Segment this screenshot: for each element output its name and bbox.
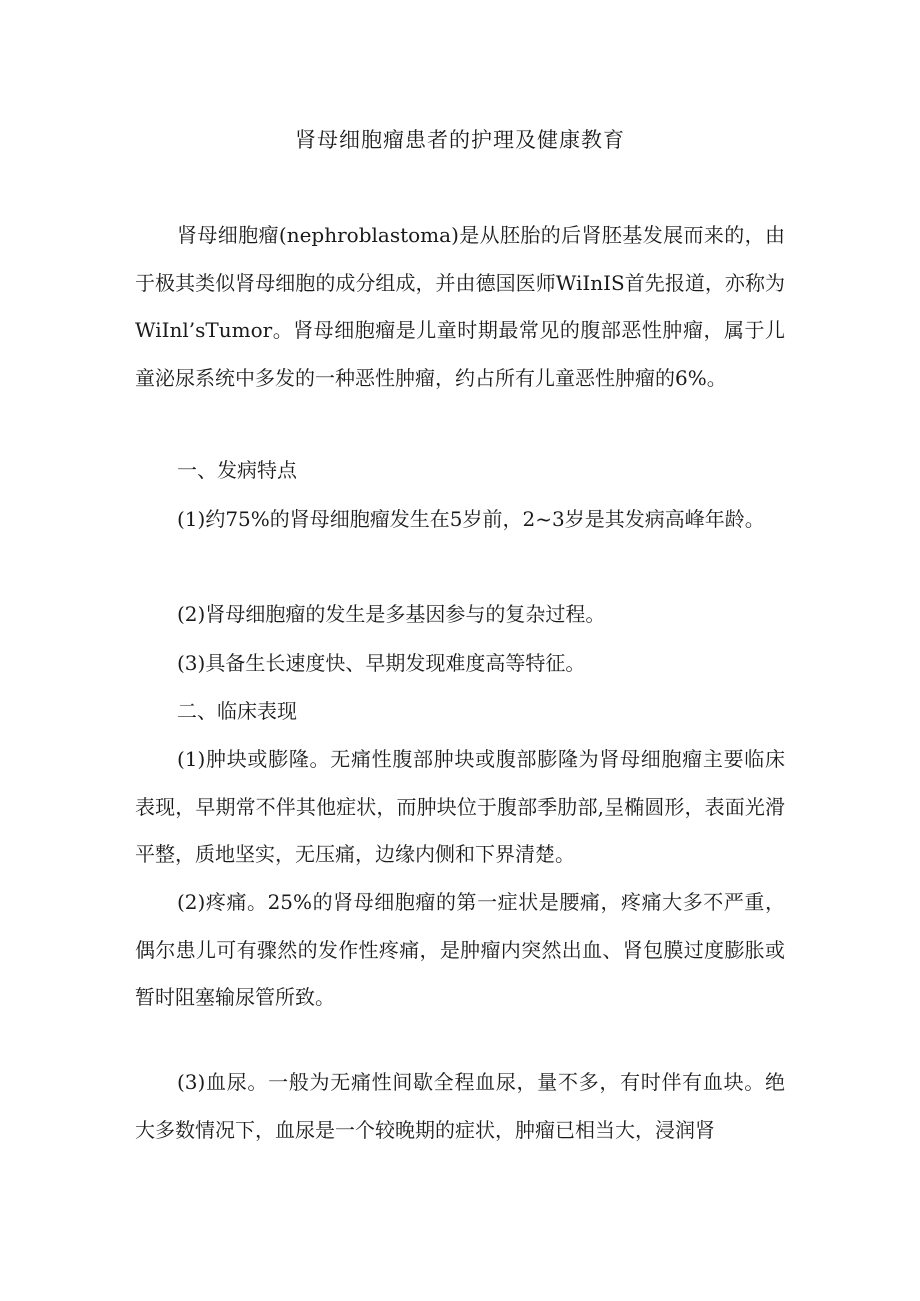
- onset-item-3: (3)具备生长速度快、早期发现难度高等特征。: [177, 651, 586, 675]
- intro-paragraph: 肾母细胞瘤(nephroblastoma)是从胚胎的后肾胚基发展而来的，由于极其类似肾母细胞的成分组成，并由德国医师WiInIS首先报道，亦称为WiInl’sTumor。肾母细胞瘤是儿童时期最常见的腹部恶性肿瘤，属于儿童泌尿系统中多发的一种恶性肿瘤，约占所有儿童恶性肿瘤的6%。: [135, 223, 785, 390]
- onset-item-2: (2)肾母细胞瘤的发生是多基因参与的复杂过程。: [177, 602, 606, 626]
- section-heading-onset: 一、发病特点: [177, 458, 297, 482]
- onset-item-1: (1)约75%的肾母细胞瘤发生在5岁前，2~3岁是其发病高峰年龄。: [177, 507, 765, 531]
- clinical-item-1: (1)肿块或膨隆。无痛性腹部肿块或腹部膨隆为肾母细胞瘤主要临床表现，早期常不伴其他症状，而肿块位于腹部季肋部,呈椭圆形，表面光滑平整，质地坚实，无压痛，边缘内侧和下界清楚。: [135, 747, 785, 866]
- clinical-item-3: (3)血尿。一般为无痛性间歇全程血尿，量不多，有时伴有血块。绝大多数情况下，血尿是一个较晚期的症状，肿瘤已相当大，浸润肾: [135, 1070, 785, 1142]
- document-title: 肾母细胞瘤患者的护理及健康教育: [295, 128, 625, 152]
- section-heading-clinical: 二、临床表现: [177, 699, 297, 723]
- clinical-item-2: (2)疼痛。25%的肾母细胞瘤的第一症状是腰痛，疼痛大多不严重，偶尔患儿可有骤然的发作性疼痛，是肿瘤内突然出血、肾包膜过度膨胀或暂时阻塞输尿管所致。: [135, 890, 785, 1009]
